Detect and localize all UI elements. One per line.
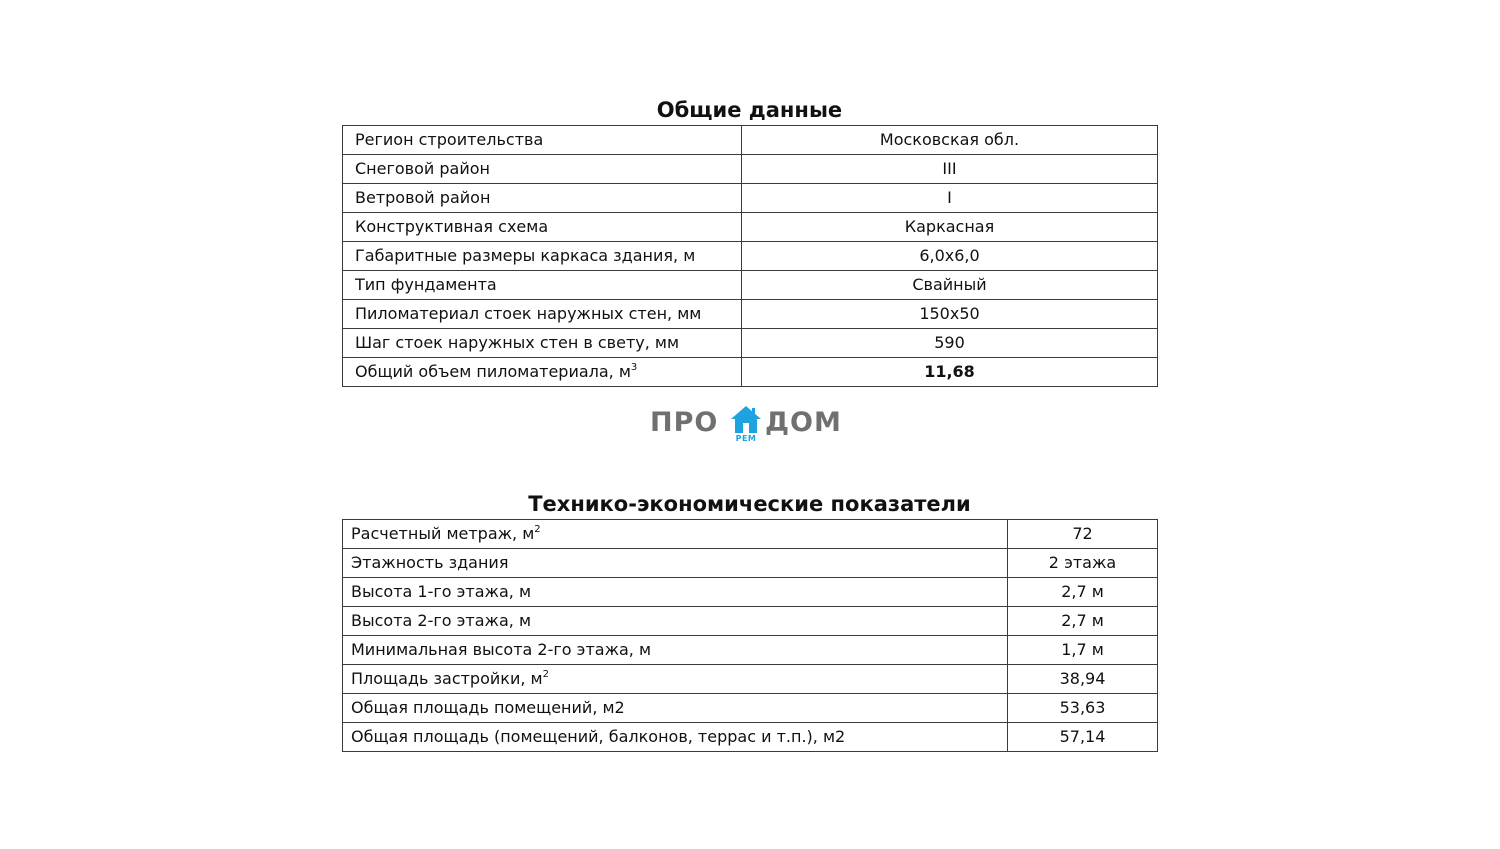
- prodom-logo: [650, 404, 850, 448]
- row-value: 53,63: [1008, 694, 1158, 723]
- table-row: [343, 300, 1158, 329]
- row-label: Расчетный метраж, м: [351, 524, 535, 543]
- table-row: [343, 242, 1158, 271]
- table-row: [343, 520, 1158, 549]
- unit-superscript: 2: [542, 668, 549, 680]
- row-label: Высота 1-го этажа, м: [343, 578, 1008, 607]
- row-value: 150х50: [742, 300, 1158, 329]
- row-label: Общая площадь помещений, м2: [343, 694, 1008, 723]
- row-label: Снеговой район: [343, 155, 742, 184]
- house-icon: [730, 404, 762, 436]
- table-row: [343, 184, 1158, 213]
- table-row: [343, 329, 1158, 358]
- row-value: III: [742, 155, 1158, 184]
- row-value: 2,7 м: [1008, 607, 1158, 636]
- tech-indicators-title: Технико-экономические показатели: [528, 492, 971, 516]
- row-value: 590: [742, 329, 1158, 358]
- row-value: 57,14: [1008, 723, 1158, 752]
- row-value: 72: [1008, 520, 1158, 549]
- table-row: [343, 636, 1158, 665]
- row-label: Регион строительства: [343, 126, 742, 155]
- table-row: [343, 358, 1158, 387]
- row-label: Минимальная высота 2-го этажа, м: [343, 636, 1008, 665]
- row-label-cell: [343, 358, 742, 387]
- table-row: [343, 723, 1158, 752]
- table-row: [343, 126, 1158, 155]
- row-label: Пиломатериал стоек наружных стен, мм: [343, 300, 742, 329]
- row-value: 6,0х6,0: [742, 242, 1158, 271]
- row-label: Площадь застройки, м: [351, 669, 543, 688]
- logo-subtext: РЕМ: [735, 434, 757, 443]
- logo-text-right: ДОМ: [765, 407, 842, 438]
- row-value: Московская обл.: [742, 126, 1158, 155]
- general-data-title: Общие данные: [656, 98, 843, 122]
- row-value: Каркасная: [742, 213, 1158, 242]
- row-value: I: [742, 184, 1158, 213]
- general-data-table: [342, 125, 1158, 387]
- unit-superscript: 2: [534, 523, 541, 535]
- row-label: Этажность здания: [343, 549, 1008, 578]
- total-volume-value: 11,68: [742, 358, 1158, 387]
- unit-superscript: 3: [630, 361, 638, 373]
- table-row: [343, 607, 1158, 636]
- row-label: Тип фундамента: [343, 271, 742, 300]
- row-label-cell: [343, 665, 1008, 694]
- row-value: Свайный: [742, 271, 1158, 300]
- table-row: [343, 665, 1158, 694]
- table-row: [343, 578, 1158, 607]
- row-label: Общая площадь (помещений, балконов, террас и т.п.), м2: [343, 723, 1008, 752]
- table-row: [343, 549, 1158, 578]
- row-value: 2,7 м: [1008, 578, 1158, 607]
- table-row: [343, 271, 1158, 300]
- row-label: Высота 2-го этажа, м: [343, 607, 1008, 636]
- row-value: 2 этажа: [1008, 549, 1158, 578]
- logo-text-left: ПРО: [650, 407, 719, 438]
- row-label: Ветровой район: [343, 184, 742, 213]
- tech-indicators-table: [342, 519, 1158, 752]
- row-label-cell: [343, 520, 1008, 549]
- row-label: Общий объем пиломатериала, м: [355, 362, 631, 381]
- row-label: Габаритные размеры каркаса здания, м: [343, 242, 742, 271]
- table-row: [343, 694, 1158, 723]
- table-row: [343, 155, 1158, 184]
- row-label: Конструктивная схема: [343, 213, 742, 242]
- row-label: Шаг стоек наружных стен в свету, мм: [343, 329, 742, 358]
- row-value: 1,7 м: [1008, 636, 1158, 665]
- row-value: 38,94: [1008, 665, 1158, 694]
- table-row: [343, 213, 1158, 242]
